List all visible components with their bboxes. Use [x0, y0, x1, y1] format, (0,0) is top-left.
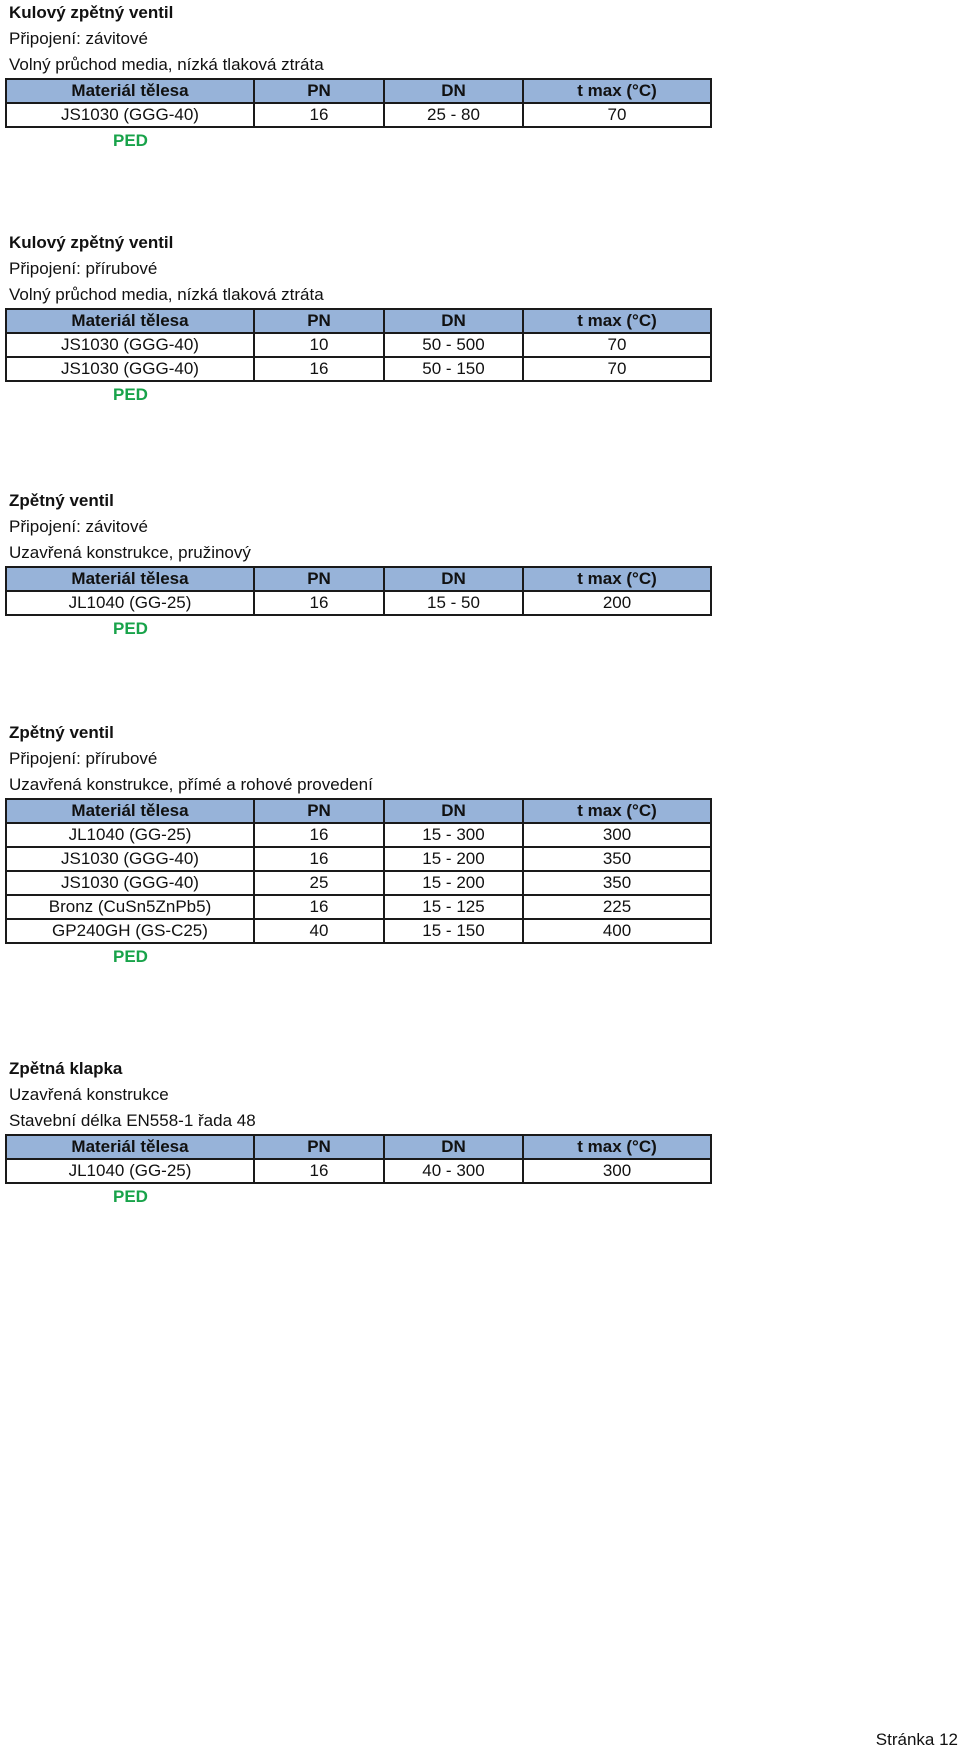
page-number: Stránka 12	[875, 1730, 958, 1749]
connection-line: Připojení: závitové	[9, 517, 148, 536]
section-3	[9, 488, 714, 642]
cell-tmax: 70	[523, 103, 711, 127]
header-dn: DN	[384, 567, 523, 591]
spec-table	[5, 1134, 712, 1184]
table-header-row	[6, 567, 711, 591]
cell-pn: 40	[254, 919, 384, 943]
cell-material: JL1040 (GG-25)	[6, 1159, 254, 1183]
cell-dn: 50 - 150	[384, 357, 523, 381]
table-header-row	[6, 799, 711, 823]
header-tmax: t max (°C)	[523, 79, 711, 103]
connection-line: Připojení: přírubové	[9, 259, 158, 278]
header-material: Materiál tělesa	[6, 567, 254, 591]
spec-table	[5, 798, 712, 944]
connection-line: Připojení: závitové	[9, 29, 148, 48]
cell-dn: 15 - 200	[384, 871, 523, 895]
cell-tmax: 350	[523, 847, 711, 871]
construction-line: Uzavřená konstrukce	[9, 1085, 169, 1104]
cell-dn: 15 - 300	[384, 823, 523, 847]
header-tmax: t max (°C)	[523, 309, 711, 333]
cell-material: JS1030 (GGG-40)	[6, 871, 254, 895]
cell-dn: 40 - 300	[384, 1159, 523, 1183]
ped-label: PED	[113, 385, 148, 404]
header-material: Materiál tělesa	[6, 1135, 254, 1159]
table-row	[6, 871, 711, 895]
table-row	[6, 333, 711, 357]
table-row	[6, 895, 711, 919]
cell-tmax: 300	[523, 823, 711, 847]
cell-pn: 16	[254, 847, 384, 871]
cell-pn: 16	[254, 591, 384, 615]
cell-tmax: 400	[523, 919, 711, 943]
header-pn: PN	[254, 79, 384, 103]
cell-pn: 16	[254, 1159, 384, 1183]
cell-dn: 50 - 500	[384, 333, 523, 357]
table-row	[6, 591, 711, 615]
spec-table	[5, 78, 712, 128]
cell-tmax: 70	[523, 357, 711, 381]
ped-label: PED	[113, 131, 148, 150]
section-title: Kulový zpětný ventil	[9, 233, 174, 252]
header-tmax: t max (°C)	[523, 567, 711, 591]
spec-table	[5, 308, 712, 382]
cell-material: Bronz (CuSn5ZnPb5)	[6, 895, 254, 919]
cell-material: JS1030 (GGG-40)	[6, 333, 254, 357]
header-material: Materiál tělesa	[6, 799, 254, 823]
cell-material: JS1030 (GGG-40)	[6, 103, 254, 127]
section-1	[9, 0, 714, 154]
cell-dn: 15 - 150	[384, 919, 523, 943]
header-pn: PN	[254, 309, 384, 333]
length-line: Stavební délka EN558-1 řada 48	[9, 1111, 256, 1130]
cell-dn: 15 - 50	[384, 591, 523, 615]
section-title: Zpětný ventil	[9, 491, 114, 510]
cell-dn: 15 - 200	[384, 847, 523, 871]
section-2	[9, 230, 714, 408]
cell-material: GP240GH (GS-C25)	[6, 919, 254, 943]
cell-tmax: 200	[523, 591, 711, 615]
header-dn: DN	[384, 79, 523, 103]
section-title: Zpětný ventil	[9, 723, 114, 742]
cell-tmax: 225	[523, 895, 711, 919]
header-pn: PN	[254, 1135, 384, 1159]
cell-material: JL1040 (GG-25)	[6, 591, 254, 615]
header-dn: DN	[384, 1135, 523, 1159]
cell-tmax: 350	[523, 871, 711, 895]
section-4	[9, 720, 714, 970]
section-title: Zpětná klapka	[9, 1059, 123, 1078]
cell-pn: 10	[254, 333, 384, 357]
cell-material: JL1040 (GG-25)	[6, 823, 254, 847]
cell-material: JS1030 (GGG-40)	[6, 357, 254, 381]
cell-pn: 16	[254, 823, 384, 847]
header-pn: PN	[254, 799, 384, 823]
description-line: Volný průchod media, nízká tlaková ztráta	[9, 55, 324, 74]
description-line: Uzavřená konstrukce, přímé a rohové provedení	[9, 775, 373, 794]
header-dn: DN	[384, 799, 523, 823]
table-header-row	[6, 309, 711, 333]
header-tmax: t max (°C)	[523, 799, 711, 823]
table-header-row	[6, 79, 711, 103]
header-pn: PN	[254, 567, 384, 591]
header-dn: DN	[384, 309, 523, 333]
cell-pn: 16	[254, 103, 384, 127]
header-material: Materiál tělesa	[6, 79, 254, 103]
cell-tmax: 300	[523, 1159, 711, 1183]
description-line: Uzavřená konstrukce, pružinový	[9, 543, 251, 562]
table-row	[6, 919, 711, 943]
table-row	[6, 357, 711, 381]
cell-dn: 25 - 80	[384, 103, 523, 127]
table-row	[6, 103, 711, 127]
ped-label: PED	[113, 947, 148, 966]
cell-pn: 16	[254, 895, 384, 919]
header-material: Materiál tělesa	[6, 309, 254, 333]
table-row	[6, 1159, 711, 1183]
description-line: Volný průchod media, nízká tlaková ztráta	[9, 285, 324, 304]
spec-table	[5, 566, 712, 616]
cell-material: JS1030 (GGG-40)	[6, 847, 254, 871]
table-row	[6, 847, 711, 871]
ped-label: PED	[113, 619, 148, 638]
table-header-row	[6, 1135, 711, 1159]
section-5	[9, 1056, 714, 1210]
connection-line: Připojení: přírubové	[9, 749, 158, 768]
table-row	[6, 823, 711, 847]
section-title: Kulový zpětný ventil	[9, 3, 174, 22]
header-tmax: t max (°C)	[523, 1135, 711, 1159]
cell-pn: 25	[254, 871, 384, 895]
cell-dn: 15 - 125	[384, 895, 523, 919]
cell-pn: 16	[254, 357, 384, 381]
cell-tmax: 70	[523, 333, 711, 357]
ped-label: PED	[113, 1187, 148, 1206]
